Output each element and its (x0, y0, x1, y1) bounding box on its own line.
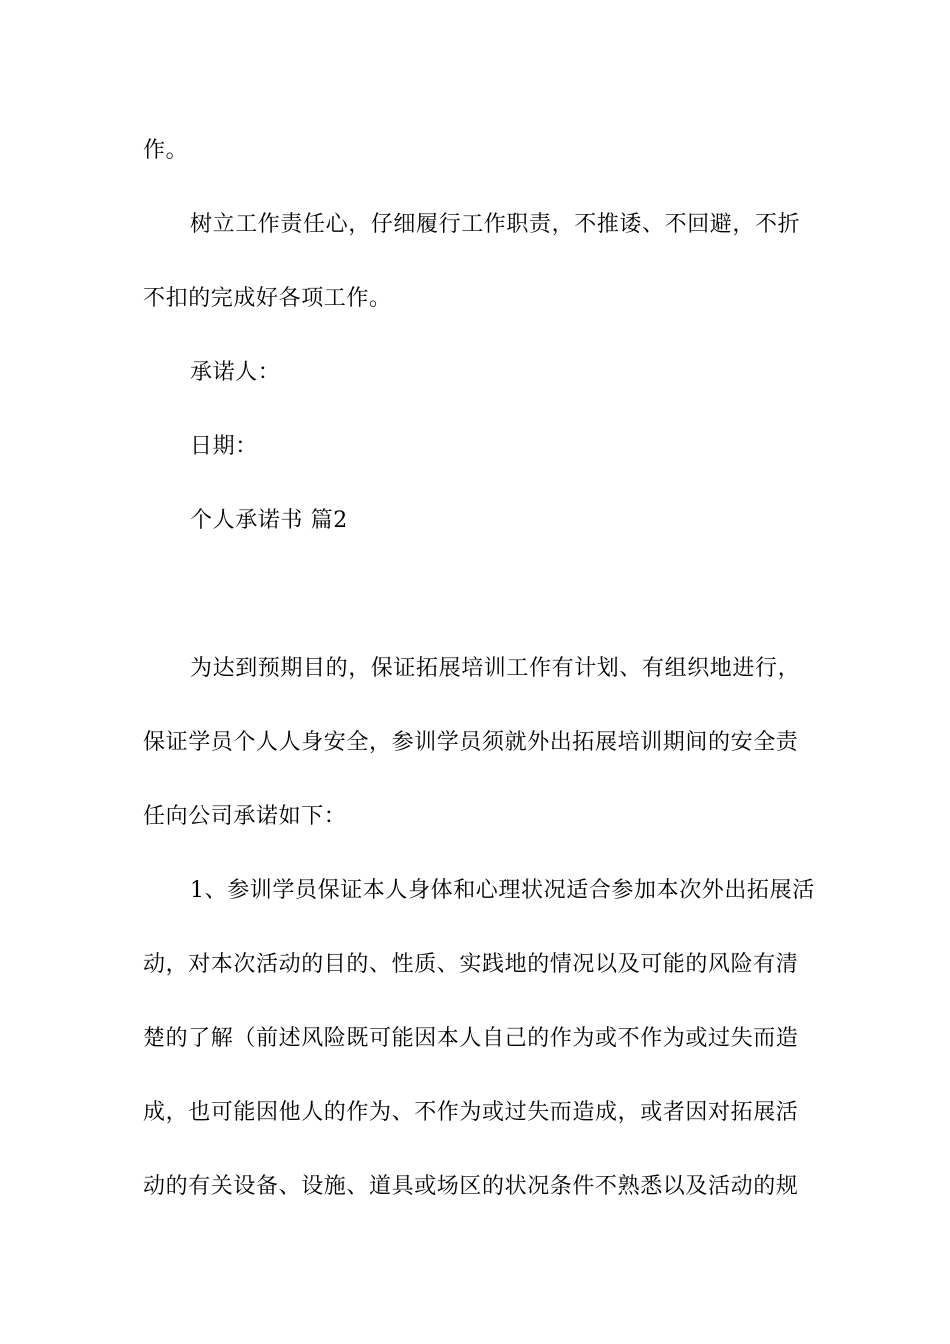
paragraph-line: 任向公司承诺如下： (143, 804, 347, 829)
promiser-label: 承诺人： (190, 360, 281, 385)
paragraph-line: 动的有关设备、设施、道具或场区的状况条件不熟悉以及活动的规 (143, 1174, 799, 1199)
date-label: 日期： (190, 434, 258, 459)
list-item-line: 1、参训学员保证本人身体和心理状况适合参加本次外出拓展活 (190, 878, 815, 903)
paragraph-line: 楚的了解（前述风险既可能因本人自己的作为或不作为或过失而造 (143, 1026, 799, 1051)
paragraph-line-continuation: 作。 (143, 138, 189, 163)
paragraph-line: 成，也可能因他人的作为、不作为或过失而造成，或者因对拓展活 (143, 1100, 799, 1125)
paragraph-line: 树立工作责任心，仔细履行工作职责，不推诿、不回避，不折 (190, 212, 801, 237)
paragraph-line: 动，对本次活动的目的、性质、实践地的情况以及可能的风险有清 (143, 952, 799, 977)
paragraph-line: 保证学员个人人身安全，参训学员须就外出拓展培训期间的安全责 (143, 730, 799, 755)
section-heading: 个人承诺书 篇2 (190, 508, 348, 533)
paragraph-line: 为达到预期目的，保证拓展培训工作有计划、有组织地进行， (190, 656, 801, 681)
paragraph-line: 不扣的完成好各项工作。 (143, 286, 392, 311)
